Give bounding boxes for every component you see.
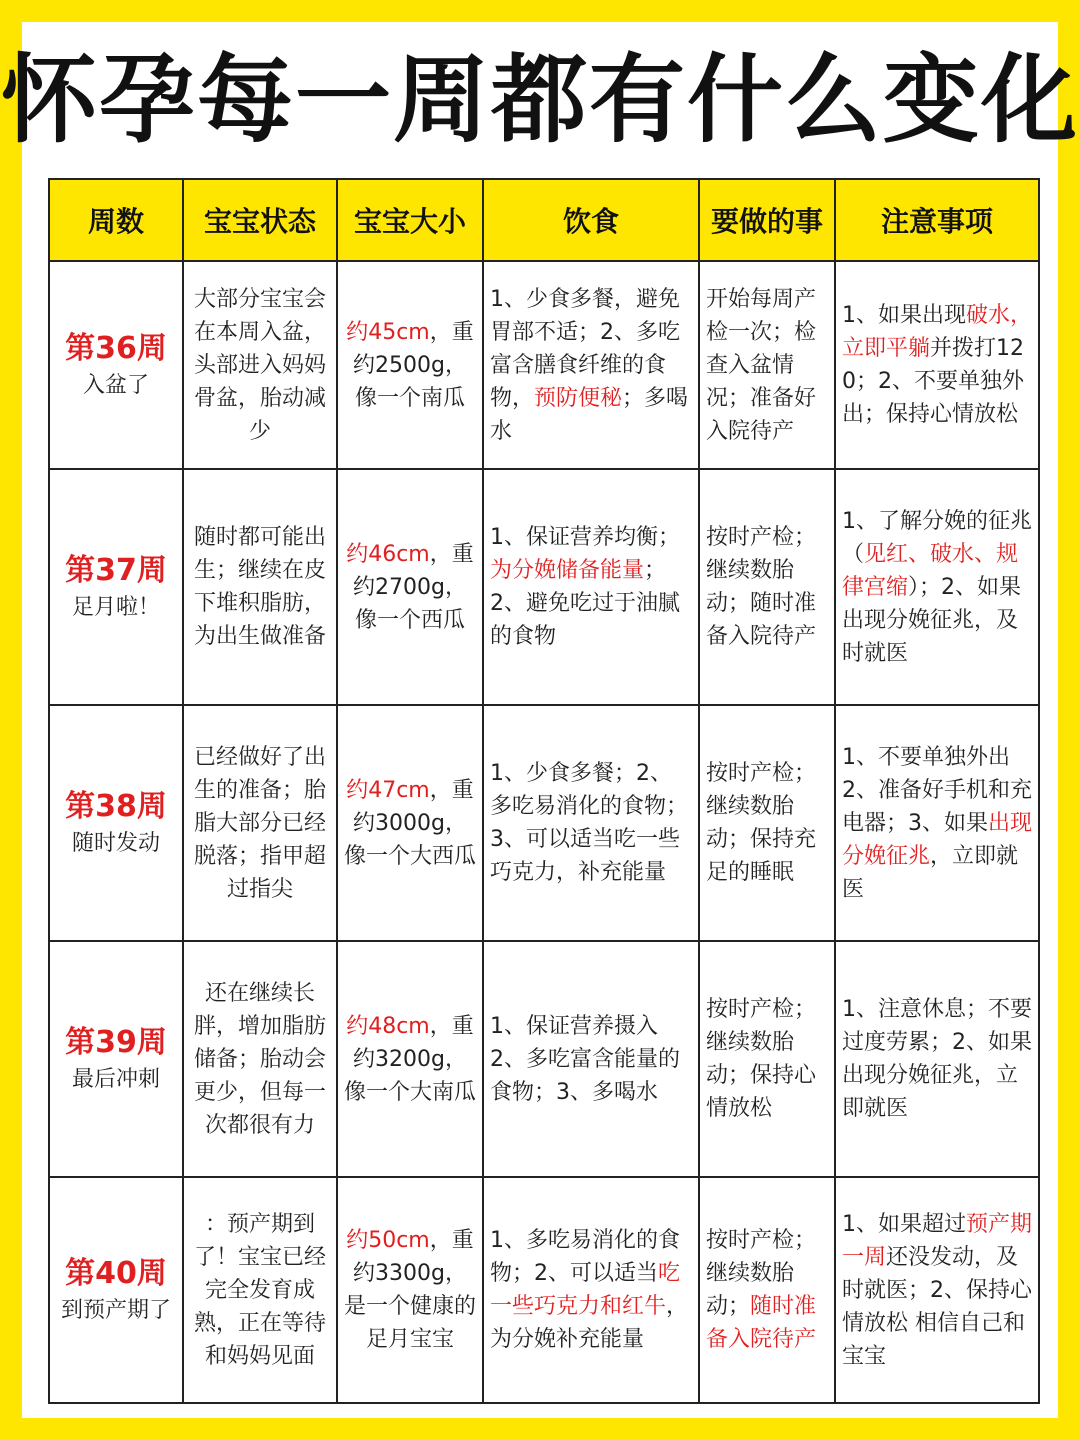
week-label: 第38周	[65, 788, 167, 824]
notes-highlight: 见红、破水、规律宫缩	[842, 541, 1019, 600]
diet-text-end: ；多喝水	[490, 385, 689, 444]
diet-text: 1、少食多餐；2、多吃易消化的食物；3、可以适当吃一些巧克力，补充能量	[490, 761, 689, 885]
notes-text: 1、如果超过	[842, 1211, 966, 1237]
size-length: 约50cm	[346, 1228, 430, 1253]
diet-highlight: 预防便秘	[534, 385, 623, 411]
size-length: 约45cm	[346, 319, 430, 345]
todo-highlight: 随时准备入院待产	[706, 1294, 817, 1352]
page-title: 怀孕每一周都有什么变化	[1, 44, 1079, 156]
size-length: 约46cm	[346, 541, 430, 567]
baby-size-cell	[337, 941, 483, 1177]
diet-cell	[483, 469, 699, 705]
header-week: 周数	[49, 179, 183, 261]
todo-cell: 按时产检；继续数胎动；随时准备入院待产	[699, 469, 835, 705]
week-cell	[49, 469, 183, 705]
size-detail: ，重约3200g，像一个大南瓜	[344, 1013, 477, 1105]
table-row	[49, 1177, 1039, 1403]
diet-highlight: 吃一些巧克力和红牛	[490, 1261, 681, 1319]
week-subtitle: 随时发动	[71, 830, 160, 856]
week-subtitle: 足月啦！	[71, 594, 160, 620]
week-subtitle: 入盆了	[82, 372, 149, 398]
diet-text: 1、多吃易消化的食物；2、可以适当	[490, 1228, 680, 1286]
notes-text: 1、如果出现	[842, 303, 966, 328]
header-todo: 要做的事	[699, 179, 835, 261]
table-header-row	[49, 179, 1039, 261]
week-subtitle: 最后冲刺	[71, 1066, 160, 1092]
notes-text: 1、注意休息；不要过度劳累；2、如果出现分娩征兆，立即就医	[842, 997, 1032, 1121]
diet-cell	[483, 941, 699, 1177]
diet-cell	[483, 261, 699, 469]
week-label: 第40周	[65, 1255, 167, 1291]
notes-cell	[835, 705, 1039, 941]
size-detail: ，重约2500g，像一个南瓜	[353, 319, 474, 411]
size-detail: ，重约3300g，是一个健康的足月宝宝	[344, 1228, 477, 1352]
notes-cell	[835, 261, 1039, 469]
diet-cell	[483, 1177, 699, 1403]
diet-text: 1、少食多餐，避免胃部不适；2、多吃富含膳食纤维的食物，	[490, 286, 680, 411]
notes-text-end: 并拨打120；2、不要单独外出；保持心情放松	[842, 336, 1025, 427]
notes-text: 1、了解分娩的征兆（	[842, 508, 1032, 567]
baby-status-cell: 大部分宝宝会在本周入盆，头部进入妈妈骨盆，胎动减少	[183, 261, 337, 469]
baby-size-cell	[337, 705, 483, 941]
todo-text: 按时产检；继续数胎动；	[706, 1228, 817, 1319]
header-diet: 饮食	[483, 179, 699, 261]
baby-status-cell: 还在继续长胖，增加脂肪储备；胎动会更少，但每一次都很有力	[183, 941, 337, 1177]
table-row	[49, 469, 1039, 705]
notes-cell	[835, 469, 1039, 705]
todo-cell	[699, 1177, 835, 1403]
diet-cell	[483, 705, 699, 941]
diet-text: 1、保证营养摄入 2、多吃富含能量的食物；3、多喝水	[490, 1013, 680, 1105]
week-label: 第37周	[65, 552, 167, 588]
notes-text-end: 还没发动，及时就医；2、保持心情放松 相信自己和宝宝	[842, 1244, 1032, 1369]
header-baby-size: 宝宝大小	[337, 179, 483, 261]
diet-text: 1、保证营养均衡；	[490, 525, 680, 550]
diet-text-end: ，为分娩补充能量	[490, 1294, 689, 1352]
week-subtitle: 到预产期了	[60, 1297, 171, 1323]
table-row	[49, 261, 1039, 469]
baby-status-cell: ：预产期到了！宝宝已经完全发育成熟，正在等待和妈妈见面	[183, 1177, 337, 1403]
notes-text-end: ，立即就医	[842, 843, 1019, 902]
diet-text-end: ；2、避免吃过于油腻的食物	[490, 558, 680, 649]
size-length: 约48cm	[346, 1013, 430, 1039]
notes-cell	[835, 941, 1039, 1177]
baby-status-cell: 已经做好了出生的准备；胎脂大部分已经脱落；指甲超过指尖	[183, 705, 337, 941]
baby-size-cell	[337, 469, 483, 705]
week-cell	[49, 941, 183, 1177]
notes-cell	[835, 1177, 1039, 1403]
todo-cell: 按时产检；继续数胎动；保持心情放松	[699, 941, 835, 1177]
notes-text-end: ）；2、如果出现分娩征兆，及时就医	[842, 574, 1022, 666]
notes-highlight: 出现分娩征兆	[842, 810, 1033, 869]
size-length: 约47cm	[346, 777, 430, 803]
notes-highlight: 破水，立即平躺	[842, 303, 1033, 361]
header-notes: 注意事项	[835, 179, 1039, 261]
pregnancy-weeks-table	[48, 178, 1040, 1404]
week-cell	[49, 1177, 183, 1403]
baby-size-cell	[337, 261, 483, 469]
todo-cell: 开始每周产检一次；检查入盆情况；准备好入院待产	[699, 261, 835, 469]
table-row	[49, 705, 1039, 941]
table-row	[49, 941, 1039, 1177]
baby-size-cell	[337, 1177, 483, 1403]
week-label: 第36周	[65, 330, 167, 366]
diet-highlight: 为分娩储备能量	[490, 558, 645, 583]
baby-status-cell: 随时都可能出生；继续在皮下堆积脂肪，为出生做准备	[183, 469, 337, 705]
notes-highlight: 预产期一周	[842, 1211, 1033, 1270]
size-detail: ，重约2700g，像一个西瓜	[353, 541, 474, 633]
size-detail: ，重约3000g，像一个大西瓜	[344, 777, 477, 869]
week-cell	[49, 705, 183, 941]
week-cell	[49, 261, 183, 469]
todo-cell: 按时产检；继续数胎动；保持充足的睡眠	[699, 705, 835, 941]
week-label: 第39周	[65, 1024, 167, 1060]
notes-text: 1、不要单独外出 2、准备好手机和充电器；3、如果	[842, 744, 1032, 836]
header-baby-status: 宝宝状态	[183, 179, 337, 261]
